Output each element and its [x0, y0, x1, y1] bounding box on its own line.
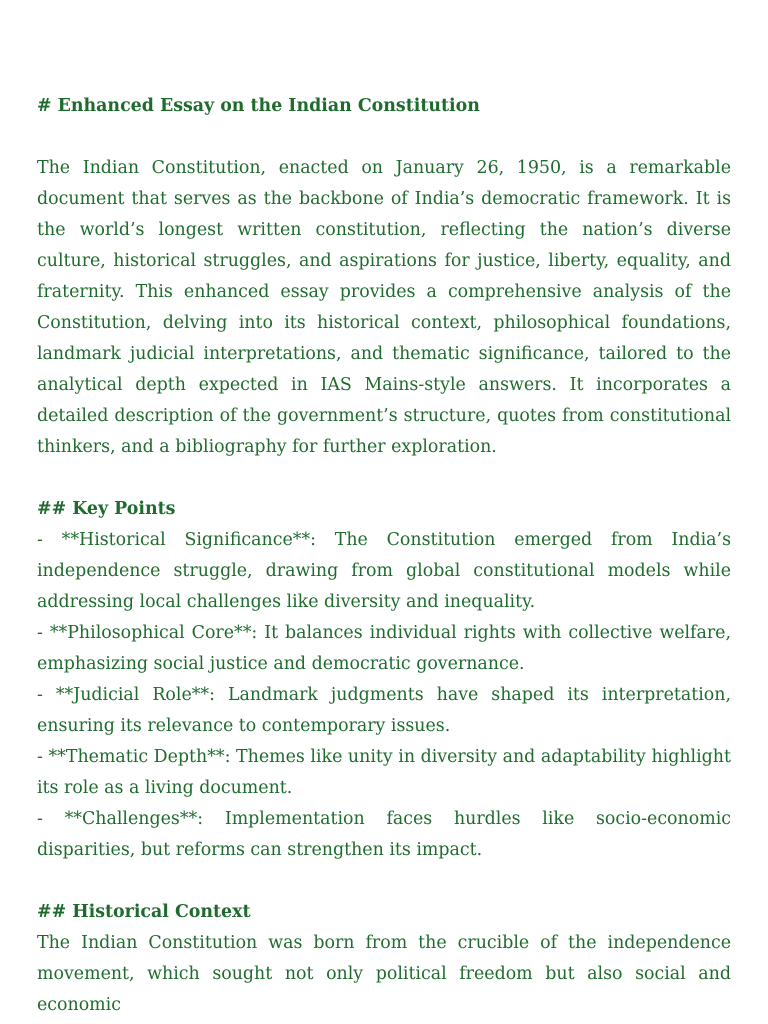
key-point-item: - **Judicial Role**: Landmark judgments have shaped its interpretation, ensuring its relevance to contemporary issues. [37, 685, 731, 736]
spacer [37, 463, 731, 494]
spacer [37, 122, 731, 153]
document-title: # Enhanced Essay on the Indian Constitution [37, 96, 480, 116]
key-points-heading: ## Key Points [37, 499, 176, 519]
intro-paragraph: The Indian Constitution, enacted on January 26, 1950, is a remarkable document that serves as the backbone of India’s democratic framework. It is the world’s longest written constitution, reflecting the nation’s diverse culture, historical struggles, and aspirations for justice, liberty, equality, and fraternity. This enhanced essay provides a comprehensive analysis of the Constitution, delving into its historical context, philosophical foundations, landmark judicial interpretations, and thematic significance, tailored to the analytical depth expected in IAS Mains-style answers. It incorporates a detailed description of the government’s structure, quotes from constitutional thinkers, and a bibliography for further exploration. [37, 158, 731, 457]
key-point-item: - **Thematic Depth**: Themes like unity in diversity and adaptability highlight its role as a living document. [37, 747, 731, 798]
key-point-item: - **Historical Significance**: The Constitution emerged from India’s independence struggle, drawing from global constitutional models while addressing local challenges like diversity and inequality. [37, 530, 731, 612]
key-point-item: - **Challenges**: Implementation faces hurdles like socio-economic disparities, but reforms can strengthen its impact. [37, 809, 731, 860]
historical-context-heading: ## Historical Context [37, 902, 251, 922]
historical-context-paragraph: The Indian Constitution was born from the crucible of the independence movement, which sought not only political freedom but also social and economic [37, 933, 731, 1015]
key-point-item: - **Philosophical Core**: It balances individual rights with collective welfare, emphasizing social justice and democratic governance. [37, 623, 731, 674]
spacer [37, 866, 731, 897]
document-page [37, 91, 731, 1021]
